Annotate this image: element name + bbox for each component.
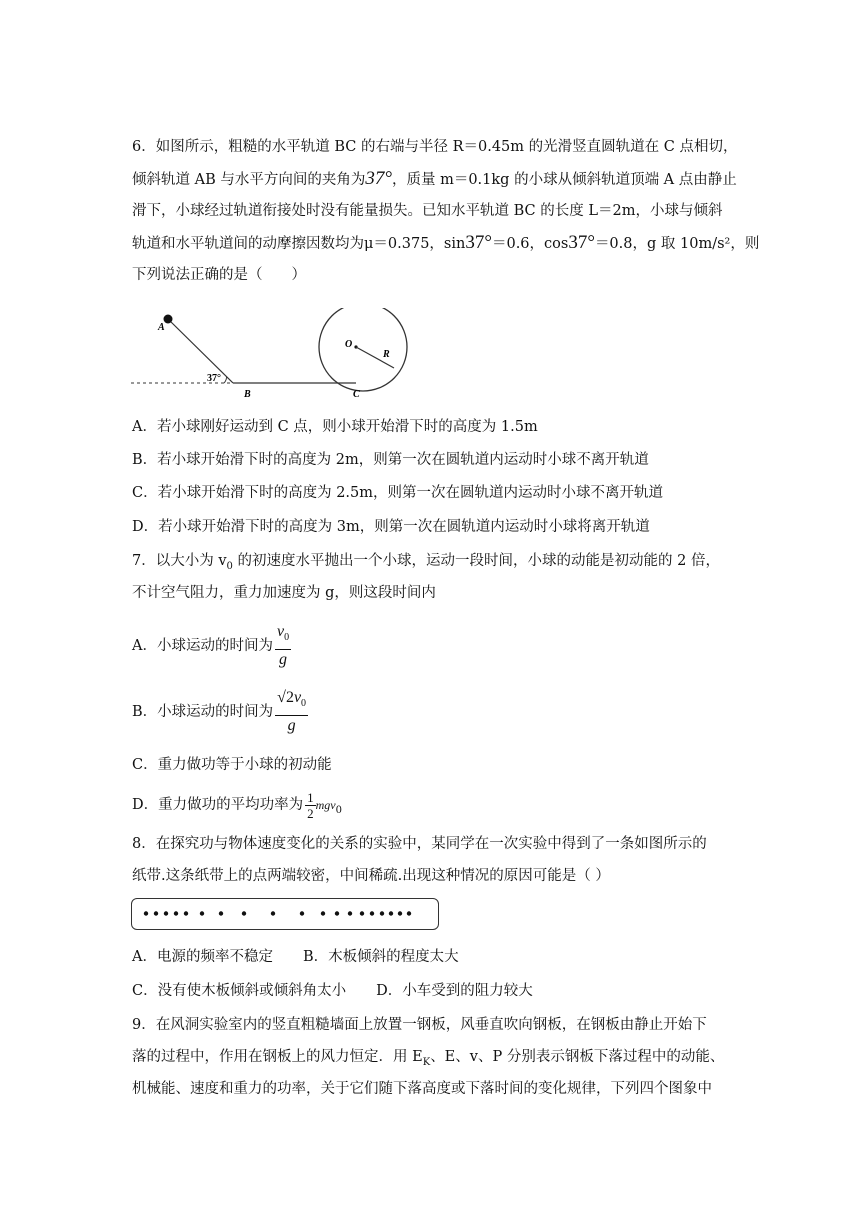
tape-dot bbox=[407, 911, 411, 915]
q7-option-c: C．重力做功等于小球的初动能 bbox=[132, 757, 332, 773]
q7-option-b-fraction bbox=[275, 688, 308, 735]
q6-sin-angle: 37° bbox=[465, 232, 492, 253]
q7-option-a-text: A．小球运动的时间为 bbox=[132, 638, 273, 654]
paper-tape-dots bbox=[132, 899, 437, 928]
q6-line-4b: ＝0.6，cos bbox=[491, 236, 569, 252]
q7-option-d-text: D．重力做功的平均功率为 bbox=[132, 797, 304, 813]
q7-a-den: g bbox=[279, 650, 288, 668]
q7-b-num-sub: 0 bbox=[301, 698, 307, 710]
tape-dot bbox=[242, 911, 246, 915]
q8-option-a: A．电源的频率不稳定 bbox=[132, 949, 273, 965]
q9-line-2a: 落的过程中，作用在钢板上的风力恒定．用 E bbox=[132, 1049, 423, 1065]
q7-option-b-text: B．小球运动的时间为 bbox=[132, 704, 274, 720]
q8-options-row-2 bbox=[132, 981, 533, 1001]
q8-line-1: 8．在探究功与物体速度变化的关系的实验中，某同学在一次实验中得到了一条如图所示的 bbox=[132, 836, 707, 852]
tape-dot bbox=[300, 911, 304, 915]
q7-a-num-sub: 0 bbox=[284, 632, 290, 644]
tape-dot bbox=[154, 911, 158, 915]
label-angle: 37° bbox=[207, 373, 221, 384]
q8-option-c: C．没有使木板倾斜或倾斜角太小 bbox=[132, 983, 347, 999]
incline-ab bbox=[168, 319, 233, 383]
label-B: B bbox=[244, 389, 251, 400]
tape-dot bbox=[348, 911, 352, 915]
label-A: A bbox=[158, 322, 165, 333]
tape-dot bbox=[370, 911, 374, 915]
q6-line-1: 6．如图所示，粗糙的水平轨道 BC 的右端与半径 R＝0.45m 的光滑竖直圆轨道在 C 点相切， bbox=[132, 139, 738, 155]
q7-d-num: 1 bbox=[307, 789, 314, 805]
q7-line-1-sub: 0 bbox=[226, 560, 233, 572]
tape-dot bbox=[380, 911, 384, 915]
q9-line-2 bbox=[132, 1047, 724, 1073]
tape-dot bbox=[164, 911, 168, 915]
q8-option-d: D．小车受到的阻力较大 bbox=[376, 983, 533, 999]
q6-cos-angle: 37° bbox=[568, 232, 595, 253]
q6-line-4 bbox=[132, 233, 759, 254]
q6-figure bbox=[128, 308, 418, 400]
q6-line-2 bbox=[132, 169, 737, 190]
angle-arc bbox=[224, 377, 227, 383]
q7-option-b bbox=[132, 688, 308, 736]
q7-b-den: g bbox=[287, 716, 296, 734]
q9-line-2b: 、E、v、P 分别表示钢板下落过程中的动能、 bbox=[430, 1049, 725, 1065]
q6-line-4a: 轨道和水平轨道间的动摩擦因数均为μ＝0.375，sin bbox=[132, 236, 466, 252]
q7-line-1a: 7．以大小为 v bbox=[132, 553, 227, 569]
label-O: O bbox=[345, 339, 353, 350]
tape-dot bbox=[360, 911, 364, 915]
tape-dot bbox=[174, 911, 178, 915]
tape-dot bbox=[398, 911, 402, 915]
q8-line-2: 纸带.这条纸带上的点两端较密，中间稀疏.出现这种情况的原因可能是（ ） bbox=[132, 868, 610, 884]
circular-track bbox=[319, 308, 407, 391]
q7-d-tail: mgv bbox=[315, 798, 336, 812]
q7-line-1c: 的初速度水平抛出一个小球，运动一段时间，小球的动能是初动能的 2 倍， bbox=[232, 553, 720, 569]
tape-dot bbox=[144, 911, 148, 915]
q7-option-a bbox=[132, 622, 291, 670]
tape-dot bbox=[271, 911, 275, 915]
q9-line-1: 9．在风洞实验室内的竖直粗糙墙面上放置一钢板，风垂直吹向钢板，在钢板由静止开始下 bbox=[132, 1017, 707, 1033]
paper-tape bbox=[131, 898, 439, 930]
q9-line-2-sub: K bbox=[422, 1056, 431, 1068]
tape-dot bbox=[184, 911, 188, 915]
q6-line-2a: 倾斜轨道 AB 与水平方向间的夹角为 bbox=[132, 172, 366, 188]
q7-option-d-fraction bbox=[305, 790, 316, 821]
tape-dot bbox=[219, 911, 223, 915]
tape-dot bbox=[389, 911, 393, 915]
tape-dot bbox=[200, 911, 204, 915]
q7-b-num: v bbox=[293, 689, 302, 707]
q6-line-3: 滑下，小球经过轨道衔接处时没有能量损失。已知水平轨道 BC 的长度 L＝2m，小球与倾斜 bbox=[132, 203, 723, 219]
q6-angle: 37° bbox=[365, 168, 392, 189]
q7-line-1 bbox=[132, 551, 720, 577]
q6-option-a: A．若小球刚好运动到 C 点，则小球开始滑下时的高度为 1.5m bbox=[132, 419, 538, 435]
tape-dot bbox=[335, 911, 339, 915]
q6-option-b: B．若小球开始滑下时的高度为 2m，则第一次在圆轨道内运动时小球不离开轨道 bbox=[132, 452, 649, 468]
q6-line-2b: ，质量 m＝0.1kg 的小球从倾斜轨道顶端 A 点由静止 bbox=[391, 172, 737, 188]
q6-option-c: C．若小球开始滑下时的高度为 2.5m，则第一次在圆轨道内运动时小球不离开轨道 bbox=[132, 485, 664, 501]
q7-d-den: 2 bbox=[307, 805, 314, 821]
q9-line-3: 机械能、速度和重力的功率，关于它们随下落高度或下落时间的变化规律，下列四个图象中 bbox=[132, 1081, 712, 1097]
label-C: C bbox=[353, 389, 360, 400]
q6-line-4c: ＝0.8，g 取 10m/s²，则 bbox=[594, 236, 760, 252]
q7-a-num: v bbox=[276, 623, 285, 641]
q6-option-d: D．若小球开始滑下时的高度为 3m，则第一次在圆轨道内运动时小球将离开轨道 bbox=[132, 519, 650, 535]
q7-line-2: 不计空气阻力，重力加速度为 g，则这段时间内 bbox=[132, 585, 436, 601]
q7-option-d bbox=[132, 785, 342, 831]
ball bbox=[164, 315, 173, 324]
q8-option-b: B．木板倾斜的程度太大 bbox=[302, 949, 459, 965]
tape-dot bbox=[321, 911, 325, 915]
q8-options-row-1 bbox=[132, 947, 459, 967]
q6-line-5: 下列说法正确的是（ ） bbox=[132, 267, 306, 283]
q7-d-tail-sub: 0 bbox=[335, 804, 342, 816]
label-R: R bbox=[383, 349, 390, 360]
q7-b-root: √2 bbox=[277, 689, 294, 707]
q7-option-a-fraction bbox=[275, 622, 291, 669]
